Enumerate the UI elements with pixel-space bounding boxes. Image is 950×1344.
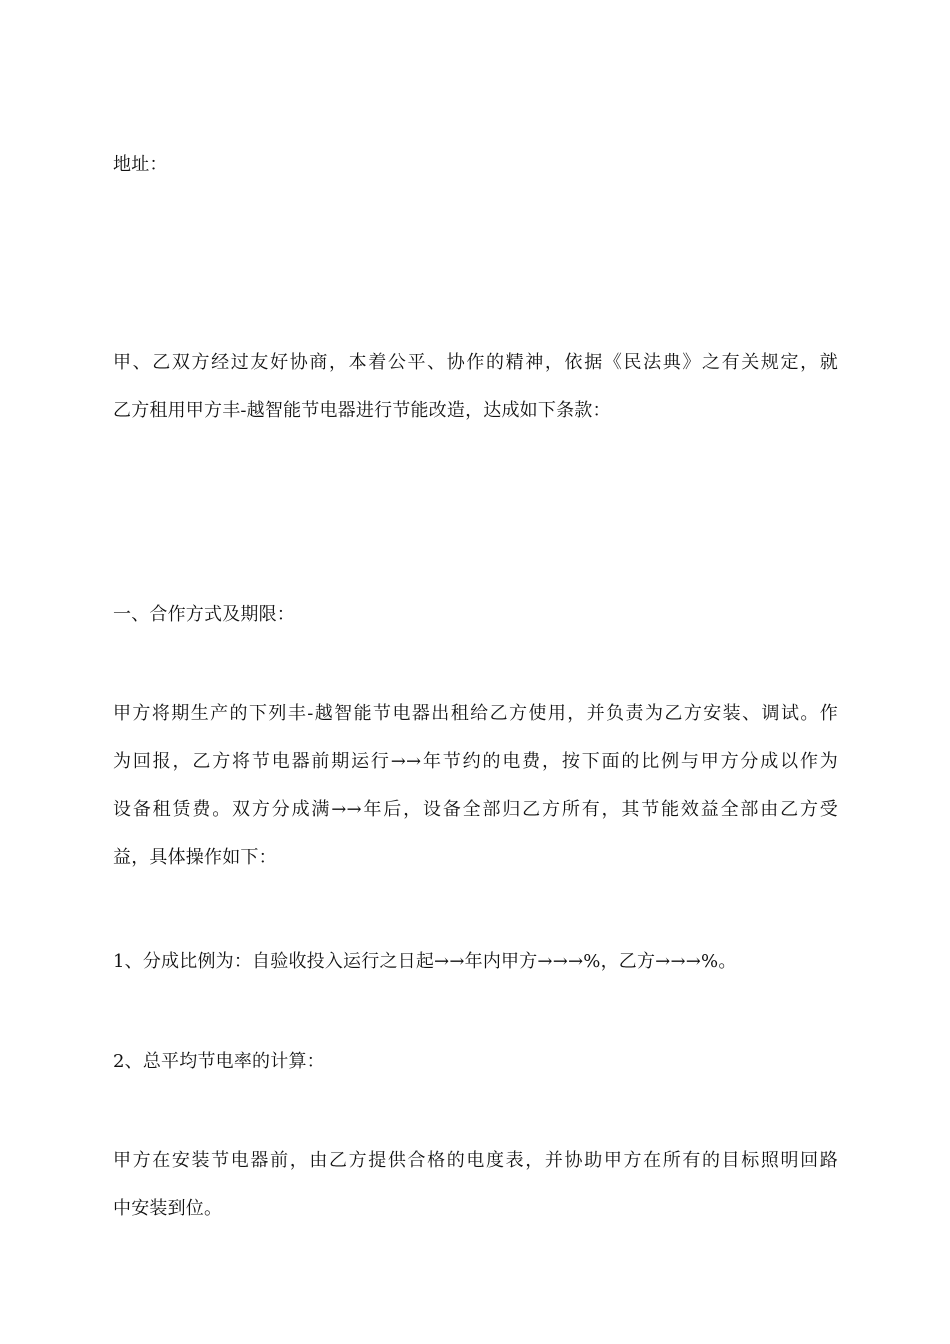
preamble-line-1: 甲、乙双方经过友好协商，本着公平、协作的精神，依据《民法典》之有关规定，就 bbox=[113, 352, 838, 373]
section-1-body-line-1: 甲方将期生产的下列丰-越智能节电器出租给乙方使用，并负责为乙方安装、调试。作 bbox=[113, 703, 838, 724]
clause-2-body bbox=[113, 1149, 838, 1245]
clause-2-body-line-1: 甲方在安装节电器前，由乙方提供合格的电度表，并协助甲方在所有的目标照明回路 bbox=[113, 1150, 838, 1171]
section-1-body bbox=[113, 702, 838, 894]
clause-2-body-line-2: 中安装到位。 bbox=[113, 1198, 223, 1219]
section-1-body-line-3: 设备租赁费。双方分成满→→年后，设备全部归乙方所有，其节能效益全部由乙方受 bbox=[113, 799, 838, 820]
section-1-body-line-2: 为回报，乙方将节电器前期运行→→年节约的电费，按下面的比例与甲方分成以作为 bbox=[113, 751, 838, 772]
address-label: 地址： bbox=[113, 154, 168, 175]
clause-2-heading: 2、总平均节电率的计算： bbox=[113, 1051, 325, 1072]
preamble-paragraph bbox=[113, 351, 838, 447]
clause-1-share-ratio: 1、分成比例为：自验收投入运行之日起→→年内甲方→→→%，乙方→→→%。 bbox=[113, 951, 737, 972]
preamble-line-2: 乙方租用甲方丰-越智能节电器进行节能改造，达成如下条款： bbox=[113, 400, 611, 421]
section-1-heading: 一、合作方式及期限： bbox=[113, 604, 295, 625]
section-1-body-line-4: 益，具体操作如下： bbox=[113, 847, 277, 868]
